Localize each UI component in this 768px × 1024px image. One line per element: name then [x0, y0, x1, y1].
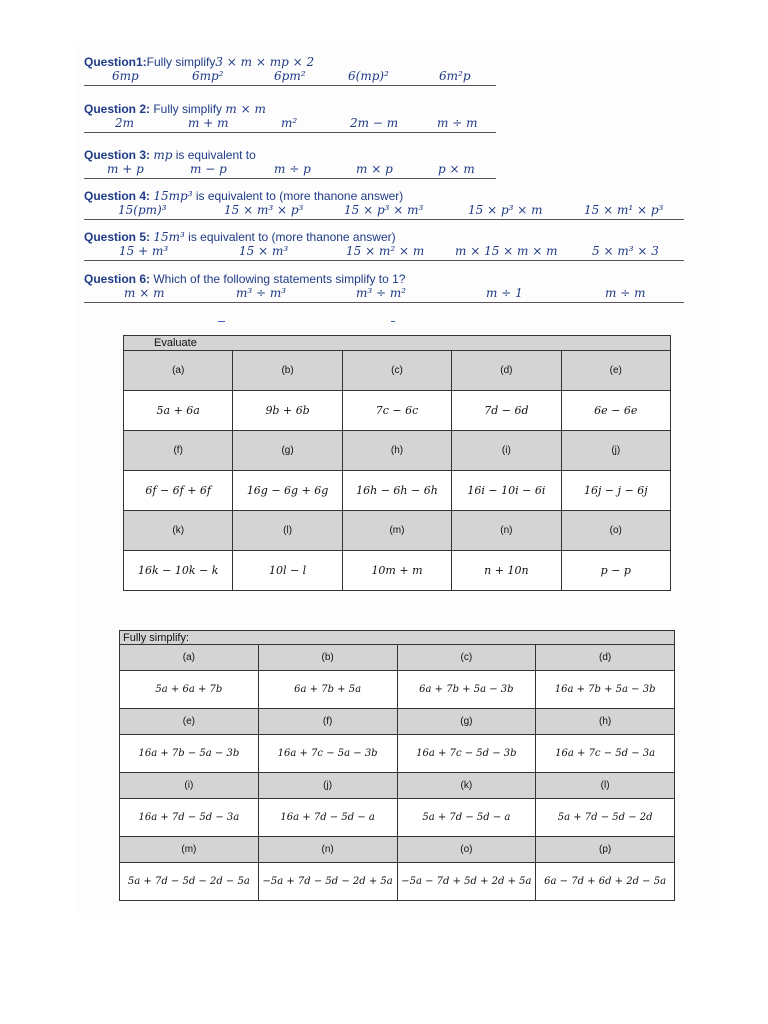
expression-cell: 16a + 7d − 5d − a — [258, 799, 397, 837]
expression-cell: 5a + 7d − 5d − 2d — [536, 799, 675, 837]
option[interactable]: m ÷ p — [274, 162, 311, 176]
question-6-title: Question 6: Which of the following statements simplify to 1? — [84, 272, 406, 286]
expression-row — [120, 799, 675, 837]
expression-cell: 6f − 6f + 6f — [124, 471, 233, 511]
option[interactable]: m − p — [190, 162, 227, 176]
header-row — [120, 645, 675, 671]
cell-label: (k) — [397, 773, 536, 799]
question-1-title: Question1:Fully simplify3 × m × mp × 2 — [84, 55, 315, 69]
question-5-title: Question 5: 15m³ is equivalent to (more thanone answer) — [84, 230, 396, 244]
expression-cell: 10m + m — [342, 551, 451, 591]
expression-cell: 16j − j − 6j — [561, 471, 670, 511]
expression-cell: 7c − 6c — [342, 391, 451, 431]
expression-cell: 16a + 7b + 5a − 3b — [536, 671, 675, 709]
option[interactable]: 6(mp)² — [348, 69, 389, 83]
option[interactable]: 15 × p³ × m — [468, 203, 543, 217]
expression-row — [124, 471, 671, 511]
cell-label: (n) — [452, 511, 561, 551]
cell-label: (j) — [561, 431, 670, 471]
option[interactable]: m ÷ m — [605, 286, 646, 300]
expression-cell: −5a + 7d − 5d − 2d + 5a — [258, 863, 397, 901]
expression-cell: n + 10n — [452, 551, 561, 591]
option[interactable]: 6m²p — [439, 69, 471, 83]
option[interactable]: 15 × m² × m — [346, 244, 425, 258]
cell-label: (i) — [120, 773, 259, 799]
cell-label: (g) — [397, 709, 536, 735]
option[interactable]: m ÷ 1 — [486, 286, 523, 300]
option[interactable]: m³ ÷ m² — [356, 286, 407, 300]
question-1-options — [84, 69, 496, 86]
option[interactable]: 2m — [115, 116, 135, 130]
expression-cell: 5a + 7d − 5d − 2d − 5a — [120, 863, 259, 901]
cell-label: (o) — [561, 511, 670, 551]
question-6 — [84, 272, 684, 303]
expression-cell: 6a + 7b + 5a — [258, 671, 397, 709]
cell-label: (j) — [258, 773, 397, 799]
expression-cell: 7d − 6d — [452, 391, 561, 431]
cell-label: (i) — [452, 431, 561, 471]
question-4-options — [84, 203, 684, 220]
expression-cell: 6a − 7d + 6d + 2d − 5a — [536, 863, 675, 901]
option[interactable]: m × p — [356, 162, 393, 176]
expression-cell: 5a + 6a — [124, 391, 233, 431]
question-4-title: Question 4: 15mp³ is equivalent to (more thanone answer) — [84, 189, 404, 203]
question-4 — [84, 189, 684, 220]
expression-cell: 16a + 7d − 5d − 3a — [120, 799, 259, 837]
expression-row — [120, 671, 675, 709]
cell-label: (d) — [536, 645, 675, 671]
expression-cell: 16i − 10i − 6i — [452, 471, 561, 511]
option[interactable]: 6mp — [112, 69, 139, 83]
cell-label: (e) — [120, 709, 259, 735]
option[interactable]: 15 × p³ × m³ — [344, 203, 424, 217]
header-row — [120, 773, 675, 799]
cell-label: (a) — [120, 645, 259, 671]
simplify-table — [119, 630, 675, 901]
expression-cell: 16k − 10k − k — [124, 551, 233, 591]
expression-row — [124, 551, 671, 591]
option[interactable]: 6pm² — [274, 69, 306, 83]
question-3 — [84, 148, 496, 179]
option[interactable]: 6mp² — [192, 69, 224, 83]
header-row — [124, 351, 671, 391]
option[interactable]: m + m — [188, 116, 229, 130]
option[interactable]: m + p — [107, 162, 144, 176]
cell-label: (b) — [258, 645, 397, 671]
cell-label: (m) — [342, 511, 451, 551]
option[interactable]: m × 15 × m × m — [455, 244, 558, 258]
header-row — [124, 431, 671, 471]
cell-label: (e) — [561, 351, 670, 391]
cell-label: (k) — [124, 511, 233, 551]
expression-cell: −5a − 7d + 5d + 2d + 5a — [397, 863, 536, 901]
cell-label: (f) — [258, 709, 397, 735]
expression-cell: p − p — [561, 551, 670, 591]
cell-label: (h) — [342, 431, 451, 471]
option[interactable]: 15 + m³ — [119, 244, 169, 258]
question-3-title: Question 3: mp is equivalent to — [84, 148, 256, 162]
expression-cell: 9b + 6b — [233, 391, 342, 431]
expression-cell: 16a + 7b − 5a − 3b — [120, 735, 259, 773]
question-2-title: Question 2: Fully simplify m × m — [84, 102, 266, 116]
expression-cell: 16a + 7c − 5d − 3a — [536, 735, 675, 773]
question-5 — [84, 230, 684, 261]
question-2 — [84, 102, 496, 133]
cell-label: (c) — [397, 645, 536, 671]
evaluate-caption: Evaluate — [124, 336, 671, 351]
stray-mark — [391, 321, 395, 322]
option[interactable]: 15 × m¹ × p³ — [584, 203, 664, 217]
cell-label: (m) — [120, 837, 259, 863]
cell-label: (l) — [233, 511, 342, 551]
expression-cell: 16a + 7c − 5a − 3b — [258, 735, 397, 773]
expression-row — [120, 735, 675, 773]
expression-cell: 16h − 6h − 6h — [342, 471, 451, 511]
expression-cell: 6a + 7b + 5a − 3b — [397, 671, 536, 709]
cell-label: (o) — [397, 837, 536, 863]
question-1 — [84, 55, 496, 86]
question-2-options — [84, 116, 496, 133]
option[interactable]: 15 × m³ — [239, 244, 289, 258]
option[interactable]: m × m — [124, 286, 165, 300]
cell-label: (b) — [233, 351, 342, 391]
cell-label: (p) — [536, 837, 675, 863]
option[interactable]: m ÷ m — [437, 116, 478, 130]
header-row — [124, 511, 671, 551]
option[interactable]: p × m — [438, 162, 475, 176]
evaluate-table — [123, 335, 671, 591]
cell-label: (n) — [258, 837, 397, 863]
option[interactable]: m³ ÷ m³ — [236, 286, 287, 300]
cell-label: (l) — [536, 773, 675, 799]
option[interactable]: 15(pm)³ — [118, 203, 167, 217]
option[interactable]: 5 × m³ × 3 — [592, 244, 659, 258]
expression-row — [120, 863, 675, 901]
question-6-options — [84, 286, 684, 303]
expression-cell: 10l − l — [233, 551, 342, 591]
expression-cell: 6e − 6e — [561, 391, 670, 431]
expression-row — [124, 391, 671, 431]
question-5-options — [84, 244, 684, 261]
option[interactable]: 15 × m³ × p³ — [224, 203, 304, 217]
header-row — [120, 837, 675, 863]
expression-cell: 16a + 7c − 5d − 3b — [397, 735, 536, 773]
cell-label: (d) — [452, 351, 561, 391]
cell-label: (h) — [536, 709, 675, 735]
cell-label: (g) — [233, 431, 342, 471]
question-3-options — [84, 162, 496, 179]
option[interactable]: m² — [281, 116, 298, 130]
cell-label: (f) — [124, 431, 233, 471]
cell-label: (c) — [342, 351, 451, 391]
expression-cell: 5a + 7d − 5d − a — [397, 799, 536, 837]
header-row — [120, 709, 675, 735]
expression-cell: 5a + 6a + 7b — [120, 671, 259, 709]
option[interactable]: 2m − m — [350, 116, 399, 130]
cell-label: (a) — [124, 351, 233, 391]
stray-mark — [218, 321, 225, 322]
simplify-caption: Fully simplify: — [120, 631, 675, 645]
expression-cell: 16g − 6g + 6g — [233, 471, 342, 511]
